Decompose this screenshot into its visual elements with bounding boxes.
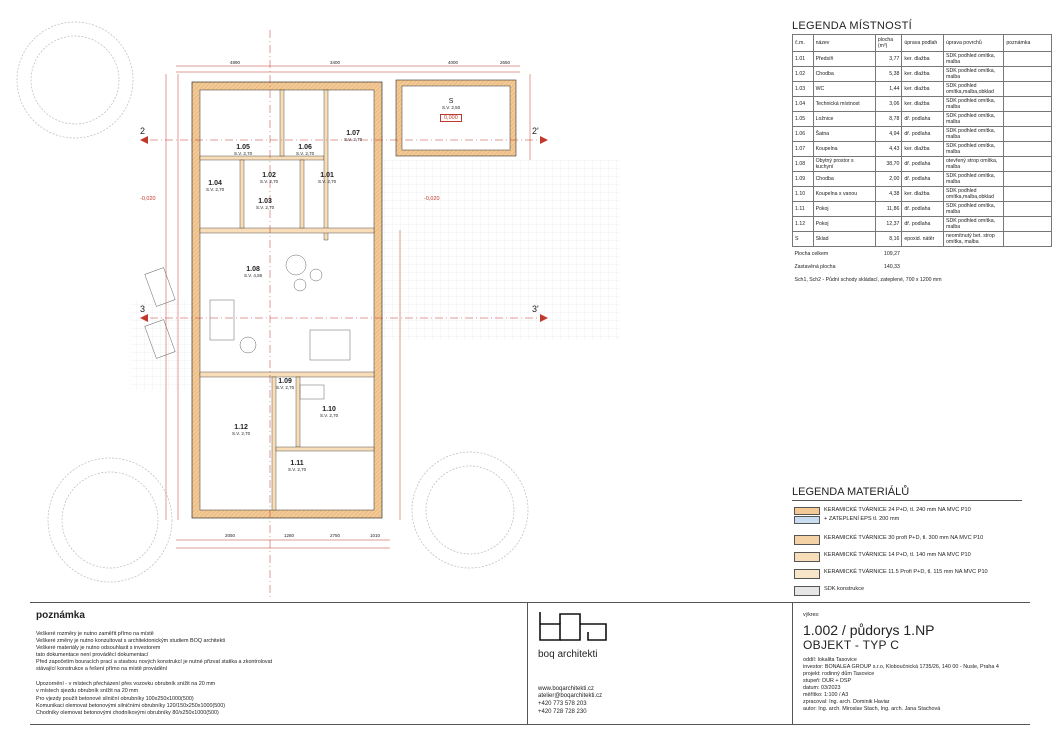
sheet-title: 1.002 / půdorys 1.NP — [803, 622, 935, 638]
table-cell — [1004, 232, 1052, 247]
room-label: 1.04 S.V. 2,70 — [206, 180, 225, 192]
table-cell — [1004, 187, 1052, 202]
note-line: Veškeré změny je nutno konzultovat s architektonickým studiem BOQ architekti — [36, 638, 226, 644]
sheet-subtitle: OBJEKT - TYP C — [803, 638, 900, 652]
table-row — [793, 217, 1052, 232]
table-cell: ker. dlažba — [902, 52, 944, 67]
table-cell: dř. podlaha — [902, 112, 944, 127]
frame-line — [30, 724, 1030, 725]
table-cell: epoxid. nátěr — [902, 232, 944, 247]
table-cell: 109,27 — [884, 250, 900, 257]
table-row — [793, 97, 1052, 112]
table-cell: 4,43 — [875, 142, 902, 157]
built-area-row — [793, 260, 1052, 273]
table-cell: Koupelna — [813, 142, 875, 157]
table-cell: Ložnice — [813, 112, 875, 127]
material-swatch — [794, 586, 820, 596]
table-cell: WC — [813, 82, 875, 97]
note-line: Veškeré rozměry je nutno zaměřit přímo na místě — [36, 631, 154, 637]
table-cell: 140,33 — [884, 263, 900, 270]
table-cell: Šatna — [813, 127, 875, 142]
dim-bottom-4: 1010 — [370, 533, 381, 538]
table-cell: 1.12 — [793, 217, 814, 232]
table-cell: 1.05 — [793, 112, 814, 127]
table-cell: 1.08 — [793, 157, 814, 172]
title-block-line: měřítko: 1:100 / A3 — [803, 692, 849, 698]
note-line: Pro vjezdy použít betonové silniční obrubníky 100x250x1000(500) — [36, 696, 194, 702]
material-swatch — [794, 507, 820, 515]
material-item: + ZATEPLENÍ EPS tl. 200 mm — [794, 516, 1014, 528]
dim-top-1: 4890 — [230, 60, 241, 65]
note-line: Komunikaci olemovat betonovými silničními obrubníky 120/150x250x1000(500) — [36, 703, 226, 709]
table-cell: dř. podlaha — [902, 157, 944, 172]
table-cell: 8,16 — [875, 232, 902, 247]
phone: +420 773 578 203 — [538, 701, 587, 707]
col-header: úprava podlah — [902, 35, 944, 52]
table-cell: ker. dlažba — [902, 142, 944, 157]
level-store: 0,000 — [440, 114, 462, 122]
table-cell: 8,78 — [875, 112, 902, 127]
sheet-label: výkres: — [803, 612, 820, 618]
table-cell: Obytný prostor s kuchyní — [813, 157, 875, 172]
table-cell: SDK podhled omítka, malba — [944, 52, 1004, 67]
table-cell: SDK podhled omítka, malba — [944, 67, 1004, 82]
table-cell: 3,77 — [875, 52, 902, 67]
table-cell: SDK podhled omítka,malba,obklad — [944, 187, 1004, 202]
level-left: -0,020 — [140, 196, 156, 202]
table-cell: 1.04 — [793, 97, 814, 112]
table-cell: 1.09 — [793, 172, 814, 187]
table-cell: Pokoj — [813, 202, 875, 217]
note-row — [793, 273, 1052, 286]
title-block-line: projekt: rodinný dům Tasovice — [803, 671, 875, 677]
room-table — [792, 34, 1052, 286]
table-cell — [1004, 82, 1052, 97]
dim-bottom-1: 2050 — [225, 533, 236, 538]
table-row — [793, 232, 1052, 247]
table-cell: 4,38 — [875, 187, 902, 202]
section-mark-2: 2 — [140, 126, 146, 136]
material-item: KERAMICKÉ TVÁRNICE 24 P+D, tl. 240 mm NA MVC P10 — [794, 507, 1014, 519]
table-row — [793, 157, 1052, 172]
table-cell: SDK podhled omítka, malba — [944, 97, 1004, 112]
room-label: 1.12 S.V. 2,70 — [232, 424, 251, 436]
level-right: -0,020 — [424, 196, 440, 202]
room-label: 1.05 S.V. 2,70 — [234, 144, 253, 156]
table-cell: 1.10 — [793, 187, 814, 202]
table-cell: 1,44 — [875, 82, 902, 97]
table-row — [793, 142, 1052, 157]
website-link[interactable]: www.boqarchitekti.cz — [538, 686, 595, 692]
section-mark-2b: 2' — [532, 126, 539, 136]
table-cell: Plocha celkem — [794, 250, 829, 257]
material-swatch — [794, 569, 820, 579]
table-row — [793, 67, 1052, 82]
material-item: KERAMICKÉ TVÁRNICE 11.5 Profi P+D, tl. 115 mm NA MVC P10 — [794, 569, 1014, 581]
table-cell: Koupelna s vanou — [813, 187, 875, 202]
email-link[interactable]: atelier@boqarchitekti.cz — [538, 693, 603, 699]
table-cell: 2,00 — [875, 172, 902, 187]
table-cell: 38,70 — [875, 157, 902, 172]
title-block-line: investor: BONALEA GROUP s.r.o, Kloboučnická 1735/26, 140 00 - Nusle, Praha 4 — [803, 664, 999, 670]
material-item: KERAMICKÉ TVÁRNICE 14 P+D, tl. 140 mm NA MVC P10 — [794, 552, 1014, 564]
table-row — [793, 172, 1052, 187]
material-item: SDK konstrukce — [794, 586, 1014, 598]
title-block-line: autor: Ing. arch. Miroslav Stach, Ing. arch. Jana Stachová — [803, 706, 941, 712]
table-row — [793, 112, 1052, 127]
table-cell — [1004, 157, 1052, 172]
table-cell: SDK podhled omítka, malba — [944, 127, 1004, 142]
note-line: stávající konstrukce a řešení přímo na místě provádění — [36, 666, 168, 672]
room-label: 1.02 S.V. 2,70 — [260, 172, 279, 184]
room-label: S S.V. 2,50 — [442, 98, 461, 110]
note-line: Chodníky olemovat betonovými chodníkovými obrubníky 80/x250x1000(500) — [36, 710, 219, 716]
table-cell — [1004, 217, 1052, 232]
section-mark-3b: 3' — [532, 304, 539, 314]
table-row — [793, 82, 1052, 97]
terrace — [380, 160, 620, 340]
table-cell: ker. dlažba — [902, 67, 944, 82]
table-cell: Chodba — [813, 67, 875, 82]
material-swatch — [794, 516, 820, 524]
col-header: název — [813, 35, 875, 52]
note-line: Upozornění - v místech přecházení přes vozovku obrubník snížit na 20 mm — [36, 681, 216, 687]
note-line: Veškeré materiály je nutno odsouhlasit s investorem — [36, 645, 161, 651]
frame-line — [527, 602, 528, 724]
frame-line — [792, 602, 793, 724]
table-row — [793, 187, 1052, 202]
table-cell: S — [793, 232, 814, 247]
material-swatch — [794, 552, 820, 562]
table-cell: dř. podlaha — [902, 172, 944, 187]
note-line: v místech sjezdu obrubník snížit na 20 mm — [36, 688, 139, 694]
col-header: č.m. — [793, 35, 814, 52]
material-item: KERAMICKÉ TVÁRNICE 30 profi P+D, tl. 300 mm NA MVC P10 — [794, 535, 1014, 547]
dim-bottom-2: 1280 — [284, 533, 295, 538]
total-row — [793, 247, 1052, 261]
table-cell — [1004, 67, 1052, 82]
col-header: plocha (m²) — [875, 35, 902, 52]
table-cell: 12,37 — [875, 217, 902, 232]
table-cell: Sklad — [813, 232, 875, 247]
table-cell: 5,38 — [875, 67, 902, 82]
table-cell — [1004, 202, 1052, 217]
table-cell: 1.11 — [793, 202, 814, 217]
frame-line — [30, 602, 1030, 603]
room-label: 1.03 S.V. 2,70 — [256, 198, 275, 210]
title-block-line: zpracoval: Ing. arch. Dominik Haviar — [803, 699, 890, 705]
boq-logo-icon — [538, 610, 612, 644]
note-line: Před započetím bouracích prací a stavbou nových konstrukcí je nutné přizvat statika a zkontrolovat — [36, 659, 273, 665]
room-label: 1.01 S.V. 2,70 — [318, 172, 337, 184]
table-cell: Technická místnost — [813, 97, 875, 112]
table-cell — [1004, 97, 1052, 112]
title-block-line: oddíl: lokalita Tasovice — [803, 657, 857, 663]
table-cell: SDK podhled omítka, malba — [944, 202, 1004, 217]
table-cell: ker. dlažba — [902, 97, 944, 112]
table-cell: neomítnutý bet. strop omítka, malba — [944, 232, 1004, 247]
material-swatch — [794, 535, 820, 545]
table-cell: dř. podlaha — [902, 127, 944, 142]
table-cell — [1004, 142, 1052, 157]
table-cell: SDK podhled omítka, malba — [944, 217, 1004, 232]
table-cell: ker. dlažba — [902, 187, 944, 202]
table-cell: 1.02 — [793, 67, 814, 82]
table-cell: Chodba — [813, 172, 875, 187]
dim-top-2: 3400 — [330, 60, 341, 65]
dim-top-3: 4000 — [448, 60, 459, 65]
room-label: 1.08 S.V. 4,55 — [244, 266, 263, 278]
table-cell — [1004, 172, 1052, 187]
col-header: poznámka — [1004, 35, 1052, 52]
table-cell: Pokoj — [813, 217, 875, 232]
room-label: 1.09 S.V. 2,70 — [276, 378, 295, 390]
table-row — [793, 202, 1052, 217]
table-cell: Zastavěná plocha — [794, 263, 836, 270]
table-row — [793, 52, 1052, 67]
table-cell — [1004, 52, 1052, 67]
notes-title: poznámka — [36, 610, 85, 621]
dim-top-4: 2650 — [500, 60, 511, 65]
table-cell: 11,86 — [875, 202, 902, 217]
title-block-line: stupeň: DUR + DSP — [803, 678, 852, 684]
table-cell: SDK podhled omítka,malba,obklad — [944, 82, 1004, 97]
room-label: 1.10 S.V. 2,70 — [320, 406, 339, 418]
table-cell: Předsíň — [813, 52, 875, 67]
phone: +420 728 728 230 — [538, 709, 587, 715]
table-cell: SDK podhled omítka, malba — [944, 112, 1004, 127]
table-cell: 1.01 — [793, 52, 814, 67]
table-cell: 1.03 — [793, 82, 814, 97]
col-header: úprava povrchů — [944, 35, 1004, 52]
table-cell: ker. dlažba — [902, 82, 944, 97]
brand-name: boq architekti — [538, 649, 598, 660]
room-label: 1.06 S.V. 2,70 — [296, 144, 315, 156]
room-label: 1.07 S.V. 2,70 — [344, 130, 363, 142]
table-row — [793, 127, 1052, 142]
table-cell: SDK podhled omítka, malba — [944, 142, 1004, 157]
table-cell: SDK podhled omítka, malba — [944, 172, 1004, 187]
table-cell: otevřený strop omítka, malba — [944, 157, 1004, 172]
table-cell: dř. podlaha — [902, 217, 944, 232]
legend-materials-title: LEGENDA MATERIÁLŮ — [792, 486, 910, 498]
table-cell: 1.06 — [793, 127, 814, 142]
table-cell: dř. podlaha — [902, 202, 944, 217]
note-line: tato dokumentace není prováděcí dokumentací — [36, 652, 149, 658]
table-cell: 1.07 — [793, 142, 814, 157]
table-cell: 4,94 — [875, 127, 902, 142]
dim-bottom-3: 2750 — [330, 533, 341, 538]
table-cell — [1004, 127, 1052, 142]
table-cell — [1004, 112, 1052, 127]
room-note: Sch1, Sch2 - Půdní schody skládací, zateplené, 700 x 1200 mm — [794, 276, 942, 283]
legend-rooms-title: LEGENDA MÍSTNOSTÍ — [792, 20, 913, 32]
section-mark-3: 3 — [140, 304, 146, 314]
room-label: 1.11 S.V. 2,70 — [288, 460, 307, 472]
table-cell: 3,06 — [875, 97, 902, 112]
title-block-line: datum: 03/2023 — [803, 685, 841, 691]
